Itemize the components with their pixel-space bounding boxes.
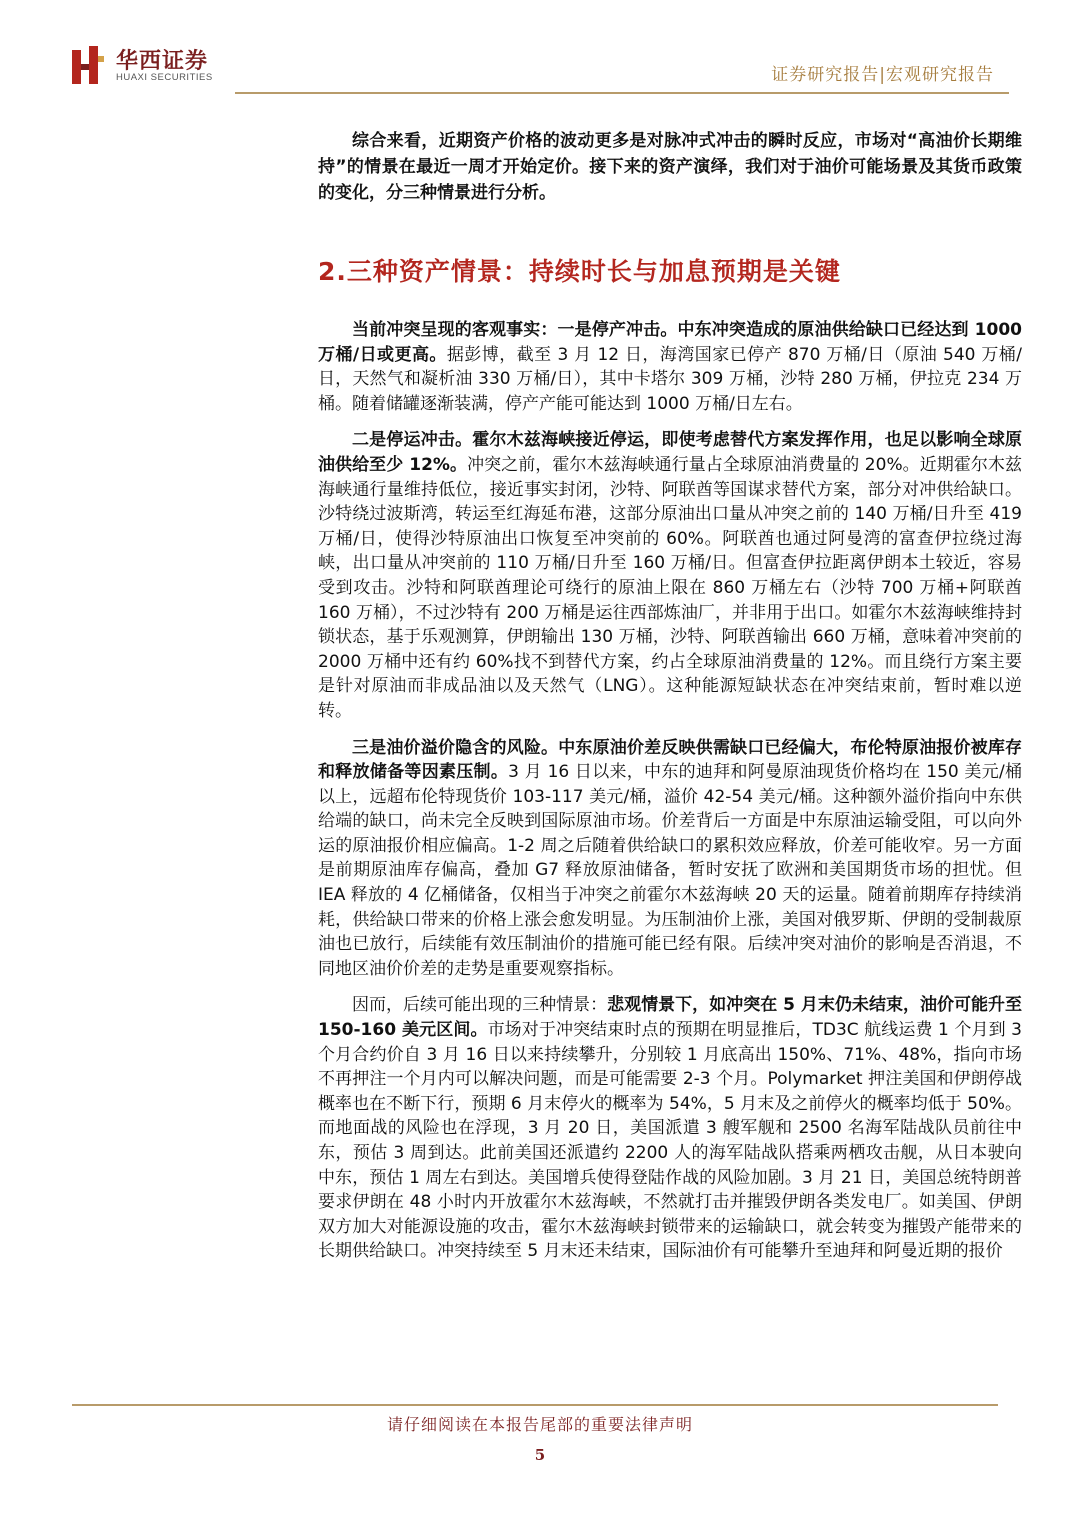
paragraph-lead: 悲观情景下，如冲突在 5 月末仍未结束，油价可能升至 150-160 美元区间。 bbox=[318, 995, 1023, 1041]
paragraph-shutdown-shock bbox=[318, 318, 1022, 416]
paragraph-lead: 当前冲突呈现的客观事实：一是停产冲击。中东冲突造成的原油供给缺口已经达到 1000 万桶/日或更高。 bbox=[318, 320, 1022, 365]
paragraph-text: 据彭博，截至 3 月 12 日，海湾国家已停产 870 万桶/日（原油 540 万桶/日，天然气和凝析油 330 万桶/日），其中卡塔尔 309 万桶，沙特 280 万桶，伊拉克 234 万桶。随着储罐逐渐装满，停产产能可能达到 1000 万桶/日左右。 bbox=[318, 344, 1022, 414]
legal-disclaimer-note: 请仔细阅读在本报告尾部的重要法律声明 bbox=[386, 1415, 693, 1434]
section-title: 2.三种资产情景：持续时长与加息预期是关键 bbox=[318, 257, 841, 286]
logo-chinese-name: 华西证券 bbox=[116, 48, 209, 74]
report-body bbox=[318, 128, 1022, 1264]
paragraph-text: 市场对于冲突结束时点的预期在明显推后，TD3C 航线运费 1 个月到 3 个月合约价自 3 月 16 日以来持续攀升，分别较 1 月底高出 150%、71%、48%，指向市场不再押注一个月内可以解决问题，而是可能需要 2-3 个月。Polymarket 押注美国和伊朗停战概率也在不断下行，预期 6 月末停火的概率为 54%，5 月末及之前停火的概率均低于 50%。而地面战的风险也在浮现，3 月 20 日，美国派遣 3 艘军舰和 2500 名海军陆战队员前往中东，预估 3 周到达。此前美国还派遣约 2200 人的海军陆战队搭乘两栖攻击舰，从日本驶向中东，预估 1 周左右到达。美国增兵使得登陆作战的风险加剧。3 月 21 日，美国总统特朗普要求伊朗在 48 小时内开放霍尔木兹海峡，不然就打击并摧毁伊朗各类发电厂。如美国、伊朗双方加大对能源设施的攻击，霍尔木兹海峡封锁带来的运输缺口，就会转变为摧毁产能带来的长期供给缺口。冲突持续至 5 月末还未结束，国际油价有可能攀升至迪拜和阿曼近期的报价 bbox=[318, 1020, 1022, 1262]
footer-divider bbox=[72, 1404, 998, 1406]
logo-english-name: HUAXI SECURITIES bbox=[116, 72, 213, 83]
paragraph-text: 3 月 16 日以来，中东的迪拜和阿曼原油现货价格均在 150 美元/桶以上，远超布伦特现货价 103-117 美元/桶，溢价 42-54 美元/桶。这种额外溢价指向中东供给端的缺口，尚未完全反映到国际原油市场。价差背后一方面是中东原油运输受阻，可以向外运的原油报价相应偏高。1-2 周之后随着供给缺口的累积效应释放，价差可能收窄。另一方面是前期原油库存偏高，叠加 G7 释放原油储备，暂时安抚了欧洲和美国期货市场的担忧。但 IEA 释放的 4 亿桶储备，仅相当于冲突之前霍尔木兹海峡 20 天的运量。随着前期库存持续消耗，供给缺口带来的价格上涨会愈发明显。为压制油价上涨，美国对俄罗斯、伊朗的受制裁原油也已放行，后续能有效压制油价的措施可能已经有限。后续冲突对油价的影响是否消退，不同地区油价价差的走势是重要观察指标。 bbox=[318, 762, 1022, 979]
report-type-label: 证券研究报告|宏观研究报告 bbox=[771, 65, 994, 85]
page-header bbox=[0, 0, 1080, 100]
paragraph-three-scenarios bbox=[318, 993, 1022, 1264]
paragraph-lead: 三是油价溢价隐含的风险。中东原油价差反映供需缺口已经偏大，布伦特原油报价被库存和释放储备等因素压制。 bbox=[318, 737, 1022, 783]
page-number: 5 bbox=[534, 1446, 546, 1464]
paragraph-shipping-shock bbox=[318, 428, 1022, 723]
header-divider bbox=[235, 92, 1009, 94]
paragraph-price-premium-risk bbox=[318, 736, 1022, 982]
huaxi-logo-icon bbox=[72, 46, 106, 86]
paragraph-text: 冲突之前，霍尔木兹海峡通行量占全球原油消费量的 20%。近期霍尔木兹海峡通行量维持低位，接近事实封闭，沙特、阿联酋等国谋求替代方案，部分对冲供给缺口。沙特绕过波斯湾，转运至红海延布港，这部分原油出口量从冲突之前的 140 万桶/日升至 419 万桶/日，使得沙特原油出口恢复至冲突前的 60%。阿联酋也通过阿曼湾的富查伊拉绕过海峡，出口量从冲突前的 110 万桶/日升至 160 万桶/日。但富查伊拉距离伊朗本土较近，容易受到攻击。沙特和阿联酋理论可绕行的原油上限在 860 万桶左右（沙特 700 万桶+阿联酋 160 万桶），不过沙特有 200 万桶是运往西部炼油厂，并非用于出口。如霍尔木兹海峡维持封锁状态，基于乐观测算，伊朗输出 130 万桶，沙特、阿联酋输出 660 万桶，意味着冲突前的 2000 万桶中还有约 60%找不到替代方案，约占全球原油消费量的 12%。而且绕行方案主要是针对原油而非成品油以及天然气（LNG）。这种能源短缺状态在冲突结束前，暂时难以逆转。 bbox=[318, 454, 1022, 721]
paragraph-lead: 二是停运冲击。霍尔木兹海峡接近停运，即使考虑替代方案发挥作用，也足以影响全球原油供给至少 12%。 bbox=[318, 430, 1022, 475]
intro-paragraph: 综合来看，近期资产价格的波动更多是对脉冲式冲击的瞬时反应，市场对“高油价长期维持”的情景在最近一周才开始定价。接下来的资产演绎，我们对于油价可能场景及其货币政策的变化，分三种情景进行分析。 bbox=[318, 131, 1022, 203]
paragraph-prefix: 因而，后续可能出现的三种情景： bbox=[352, 995, 608, 1016]
